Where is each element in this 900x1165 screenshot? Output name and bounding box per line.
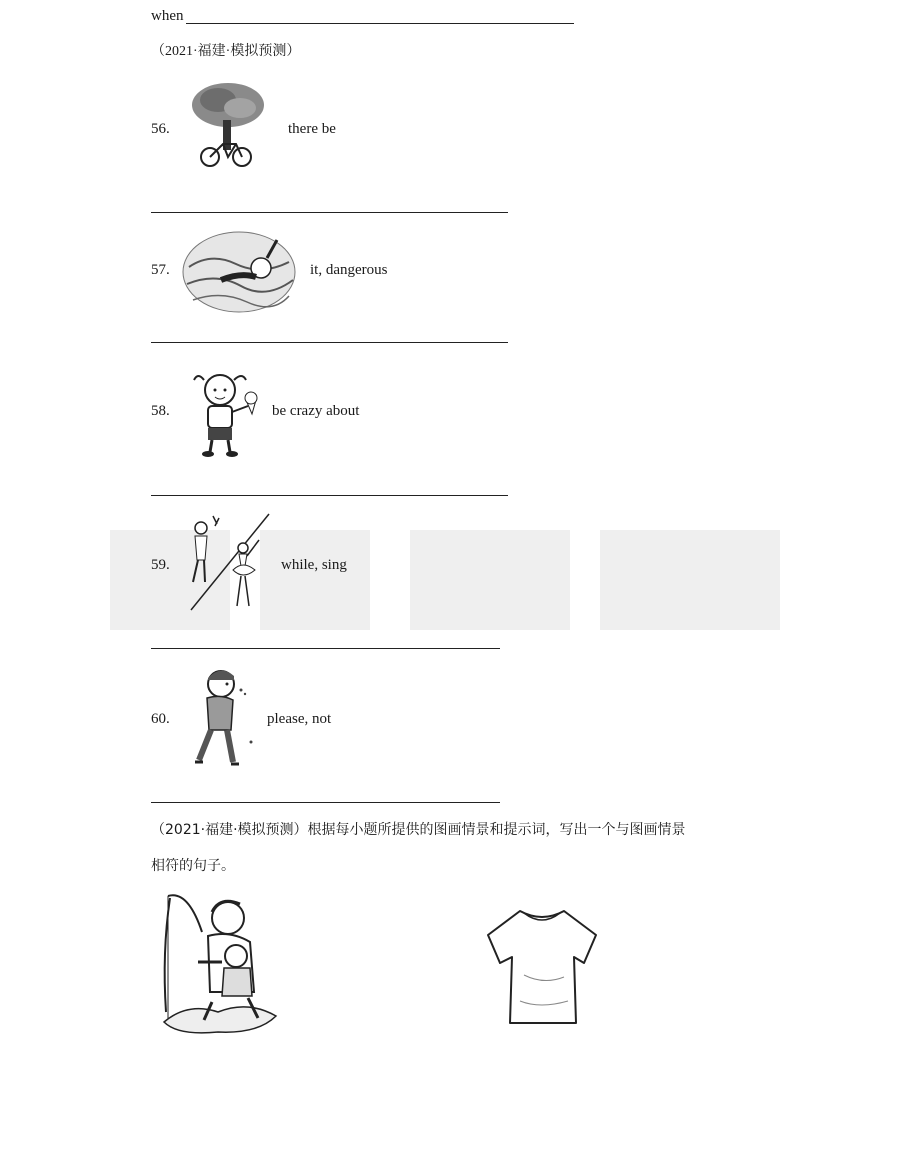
hint-text: there be	[288, 121, 336, 137]
question-number: 58.	[151, 403, 170, 419]
answer-line[interactable]	[151, 212, 508, 213]
instruction-line-1: （2021·福建·模拟预测）根据每小题所提供的图画情景和提示词，写出一个与图画情景	[151, 822, 686, 838]
girl-with-ice-cream-picture	[190, 370, 265, 458]
hint-text: it, dangerous	[310, 262, 388, 278]
instruction-line-2: 相符的句子。	[151, 858, 235, 874]
tree-and-bicycle-picture	[190, 80, 270, 170]
boy-spitting-picture	[193, 664, 258, 770]
question-number: 57.	[151, 262, 170, 278]
answer-line[interactable]	[151, 802, 500, 803]
when-label: when	[151, 8, 184, 24]
question-number: 59.	[151, 557, 170, 573]
question-number: 60.	[151, 711, 170, 727]
answer-line[interactable]	[151, 495, 508, 496]
answer-line-top[interactable]	[186, 23, 574, 24]
singer-and-dancer-picture	[185, 510, 271, 615]
hint-text: please, not	[267, 711, 332, 727]
question-number: 56.	[151, 121, 170, 137]
hint-text: be crazy about	[272, 403, 360, 419]
father-and-son-fishing-picture	[158, 892, 280, 1037]
t-shirt-picture	[484, 905, 600, 1027]
answer-line[interactable]	[151, 342, 508, 343]
boy-swimming-picture	[181, 222, 299, 317]
answer-line[interactable]	[151, 648, 500, 649]
hint-text: while, sing	[281, 557, 347, 573]
source-label: （2021·福建·模拟预测）	[151, 44, 301, 59]
